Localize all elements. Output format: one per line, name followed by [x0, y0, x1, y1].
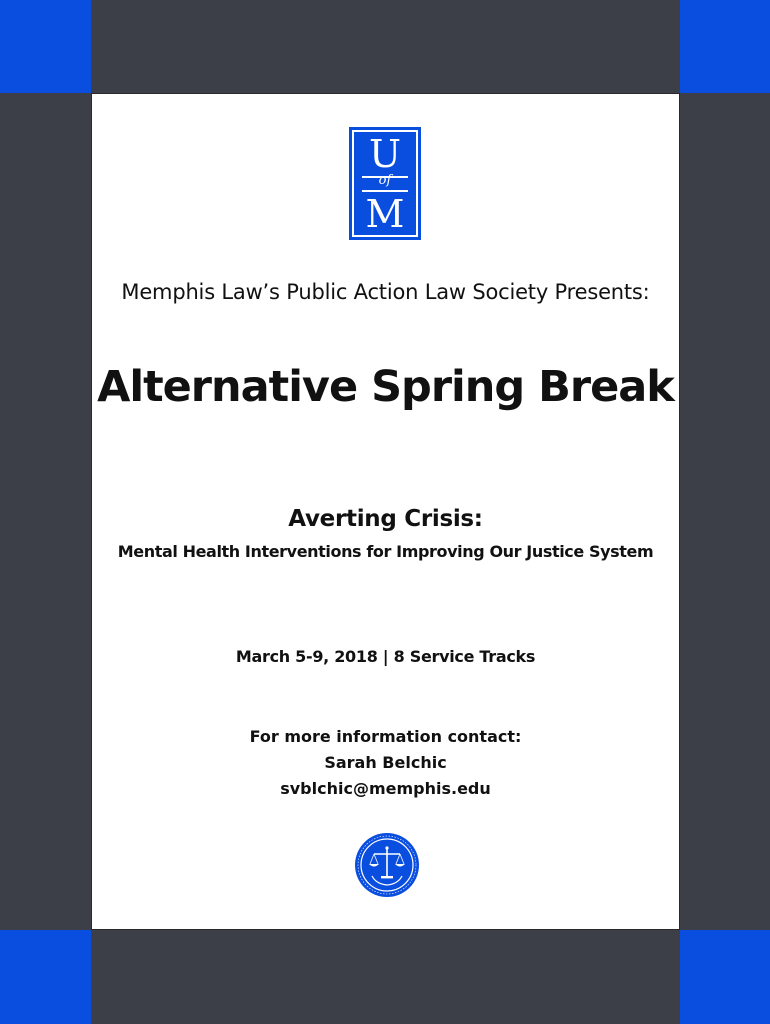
- contact-email: svblchic@memphis.edu: [280, 779, 491, 798]
- logo-letter-u: U: [368, 132, 402, 176]
- event-dates: March 5-9, 2018 | 8 Service Tracks: [235, 647, 536, 666]
- corner-block-bottom-left: [0, 930, 91, 1024]
- logo-border: [352, 130, 418, 237]
- event-theme: Mental Health Interventions for Improving Our Justice System: [117, 542, 654, 561]
- presenter-line: Memphis Law’s Public Action Law Society Presents:: [121, 280, 650, 304]
- corner-block-top-right: [680, 0, 770, 93]
- logo-letter-m: M: [365, 192, 405, 236]
- corner-block-top-left: [0, 0, 91, 93]
- university-of-memphis-logo: [349, 127, 421, 240]
- event-subtitle: Averting Crisis:: [288, 506, 483, 532]
- corner-block-bottom-right: [680, 930, 770, 1024]
- logo-letter-of: of: [378, 173, 392, 188]
- scales-of-justice-icon: [354, 832, 420, 898]
- contact-header: For more information contact:: [249, 727, 522, 746]
- contact-name: Sarah Belchic: [324, 753, 447, 772]
- event-title: Alternative Spring Break: [97, 362, 674, 412]
